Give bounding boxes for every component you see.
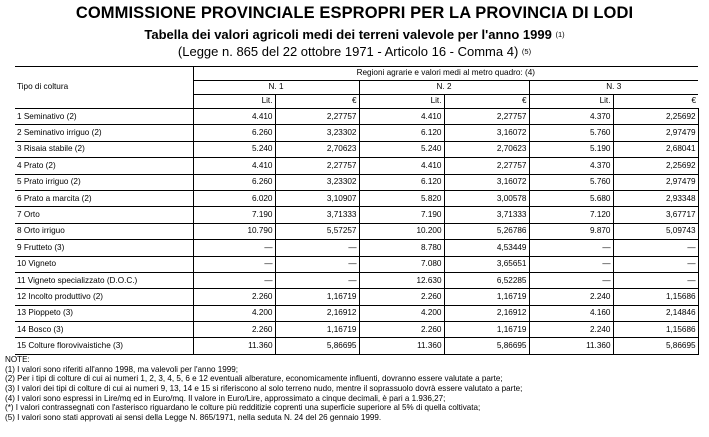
column-header-tipo: Tipo di coltura (17, 82, 69, 92)
value-eur: 5,26786 (444, 223, 529, 239)
table-row (15, 109, 698, 125)
table-row (15, 338, 698, 354)
value-lit: — (193, 256, 275, 272)
region-header-1: N. 1 (193, 81, 359, 95)
note-line: (*) I valori contrassegnati con l'asterisco riguardano le colture più redditizie coprenti una superficie superiore al 5% di quella coltivata; (5, 403, 481, 413)
value-eur: 3,00578 (444, 190, 529, 206)
table-row (15, 223, 698, 239)
value-eur: 1,16719 (444, 322, 529, 338)
table-row (15, 322, 698, 338)
row-label: 8 Orto irriguo (15, 223, 193, 239)
row-label: 7 Orto (15, 207, 193, 223)
value-eur: — (613, 256, 698, 272)
agricultural-values-table (15, 66, 699, 355)
header-blank (15, 67, 193, 81)
table-row (15, 158, 698, 174)
region-header-3: N. 3 (529, 81, 698, 95)
value-eur: 2,27757 (444, 109, 529, 125)
note-line: (4) I valori sono espressi in Lire/mq ed in Euro/mq. Il valore in Euro/Lire, approssimato a cinque decimali, è pari a 1.936,27; (5, 393, 446, 403)
value-eur: 2,93348 (613, 190, 698, 206)
row-label: 11 Vigneto specializzato (D.O.C.) (15, 272, 193, 288)
value-eur: 5,86695 (275, 338, 359, 354)
value-eur: 3,23302 (275, 125, 359, 141)
table-header-row (15, 95, 698, 109)
value-lit: 7.120 (529, 207, 613, 223)
value-lit: 4.410 (359, 109, 444, 125)
region-header-2: N. 2 (359, 81, 529, 95)
value-eur: 2,97479 (613, 174, 698, 190)
value-eur: 2,16912 (275, 305, 359, 321)
value-lit: 9.870 (529, 223, 613, 239)
value-eur: 5,09743 (613, 223, 698, 239)
table-row (15, 305, 698, 321)
value-lit: 5.240 (359, 141, 444, 157)
table-row (15, 190, 698, 206)
value-lit: 8.780 (359, 240, 444, 256)
value-eur: 4,53449 (444, 240, 529, 256)
value-eur: 2,25692 (613, 109, 698, 125)
value-lit: 4.200 (193, 305, 275, 321)
unit-eur-header: € (613, 95, 698, 109)
value-eur: 5,86695 (444, 338, 529, 354)
value-eur: 2,27757 (275, 158, 359, 174)
value-eur: 2,70623 (444, 141, 529, 157)
document-subtitle (0, 27, 709, 42)
value-lit: 5.820 (359, 190, 444, 206)
unit-lit-header: Lit. (529, 95, 613, 109)
value-eur: 1,16719 (275, 322, 359, 338)
subtitle-footnote-ref: (1) (555, 30, 565, 39)
row-label: 14 Bosco (3) (15, 322, 193, 338)
subtitle-text: Tabella dei valori agricoli medi dei terreni valevole per l'anno 1999 (144, 27, 552, 42)
notes-heading: NOTE: (5, 355, 30, 364)
value-lit: — (193, 272, 275, 288)
value-eur: 5,86695 (613, 338, 698, 354)
row-label: 1 Seminativo (2) (15, 109, 193, 125)
value-lit: 4.370 (529, 109, 613, 125)
row-label: 3 Risaia stabile (2) (15, 141, 193, 157)
note-line: (2) Per i tipi di colture di cui ai numeri 1, 2, 3, 4, 5, 6 e 12 eventuali alberature, economicamente influenti, dovranno essere valutate a parte; (5, 374, 503, 384)
value-eur: 2,27757 (444, 158, 529, 174)
value-lit: — (529, 272, 613, 288)
value-eur: — (613, 240, 698, 256)
value-eur: 2,68041 (613, 141, 698, 157)
value-eur: 3,10907 (275, 190, 359, 206)
table-row (15, 272, 698, 288)
row-label: 9 Frutteto (3) (15, 240, 193, 256)
value-lit: 2.240 (529, 289, 613, 305)
value-lit: 11.360 (359, 338, 444, 354)
law-reference-footnote-ref: (5) (521, 47, 532, 56)
value-lit: — (193, 240, 275, 256)
table-row (15, 174, 698, 190)
value-lit: 6.120 (359, 125, 444, 141)
value-lit: — (529, 256, 613, 272)
note-line: (3) I valori dei tipi di colture di cui ai numeri 9, 13, 14 e 15 si riferiscono al solo terreno nudo, mentre il soprassuolo dovrà essere valutato a parte; (5, 384, 523, 394)
note-line: (1) I valori sono riferiti all'anno 1998, ma valevoli per l'anno 1999; (5, 364, 238, 374)
row-label: 15 Colture florovivaistiche (3) (15, 338, 193, 354)
row-label: 2 Seminativo irriguo (2) (15, 125, 193, 141)
table-header-row (15, 81, 698, 95)
value-lit: 11.360 (529, 338, 613, 354)
value-lit: 6.120 (359, 174, 444, 190)
row-label: 10 Vigneto (15, 256, 193, 272)
note-line: (5) I valori sono stati approvati ai sensi della Legge N. 865/1971, nella seduta N. 24 del 26 gennaio 1999. (5, 413, 382, 423)
value-eur: 1,16719 (275, 289, 359, 305)
value-lit: 7.190 (193, 207, 275, 223)
value-lit: 4.410 (193, 109, 275, 125)
table-row (15, 141, 698, 157)
value-lit: 2.240 (529, 322, 613, 338)
notes-section (5, 355, 522, 423)
value-lit: 10.200 (359, 223, 444, 239)
document-title: COMMISSIONE PROVINCIALE ESPROPRI PER LA PROVINCIA DI LODI (75, 4, 634, 22)
table-row (15, 289, 698, 305)
value-eur: 3,23302 (275, 174, 359, 190)
row-label: 12 Incolto produttivo (2) (15, 289, 193, 305)
value-eur: 2,16912 (444, 305, 529, 321)
value-lit: 6.260 (193, 125, 275, 141)
row-label: 13 Pioppeto (3) (15, 305, 193, 321)
value-lit: 4.370 (529, 158, 613, 174)
value-lit: 10.790 (193, 223, 275, 239)
value-lit: 4.200 (359, 305, 444, 321)
table-row (15, 125, 698, 141)
value-eur: 6,52285 (444, 272, 529, 288)
value-eur: 1,15686 (613, 289, 698, 305)
unit-lit-header: Lit. (193, 95, 275, 109)
value-eur: 3,71333 (275, 207, 359, 223)
value-eur: 2,70623 (275, 141, 359, 157)
table-row (15, 207, 698, 223)
header-blank (15, 95, 193, 109)
unit-lit-header: Lit. (359, 95, 444, 109)
table-row (15, 256, 698, 272)
row-label: 6 Prato a marcita (2) (15, 190, 193, 206)
regions-header: Regioni agrarie e valori medi al metro quadro: (4) (193, 67, 698, 81)
value-lit: — (529, 240, 613, 256)
unit-eur-header: € (444, 95, 529, 109)
law-reference-text: (Legge n. 865 del 22 ottobre 1971 - Articolo 16 - Comma 4) (177, 44, 519, 59)
unit-eur-header: € (275, 95, 359, 109)
value-lit: 2.260 (359, 289, 444, 305)
value-eur: — (275, 240, 359, 256)
value-lit: 6.020 (193, 190, 275, 206)
row-label: 5 Prato irriguo (2) (15, 174, 193, 190)
value-eur: 3,16072 (444, 174, 529, 190)
value-lit: 7.190 (359, 207, 444, 223)
value-lit: 4.410 (359, 158, 444, 174)
value-eur: 2,14846 (613, 305, 698, 321)
value-eur: — (613, 272, 698, 288)
value-lit: 2.260 (359, 322, 444, 338)
table-header-row (15, 67, 698, 81)
value-eur: 1,16719 (444, 289, 529, 305)
value-lit: 6.260 (193, 174, 275, 190)
law-reference (0, 44, 709, 59)
row-label: 4 Prato (2) (15, 158, 193, 174)
value-eur: 3,16072 (444, 125, 529, 141)
value-lit: 5.240 (193, 141, 275, 157)
table-row (15, 240, 698, 256)
value-eur: 2,97479 (613, 125, 698, 141)
value-eur: — (275, 256, 359, 272)
value-lit: 7.080 (359, 256, 444, 272)
value-lit: 5.680 (529, 190, 613, 206)
value-eur: 1,15686 (613, 322, 698, 338)
value-lit: 11.360 (193, 338, 275, 354)
value-eur: 2,25692 (613, 158, 698, 174)
value-eur: 3,67717 (613, 207, 698, 223)
value-lit: 12.630 (359, 272, 444, 288)
value-eur: — (275, 272, 359, 288)
value-eur: 3,65651 (444, 256, 529, 272)
value-lit: 5.190 (529, 141, 613, 157)
value-eur: 2,27757 (275, 109, 359, 125)
value-lit: 4.160 (529, 305, 613, 321)
value-lit: 5.760 (529, 125, 613, 141)
value-lit: 2.260 (193, 322, 275, 338)
value-eur: 5,57257 (275, 223, 359, 239)
value-lit: 2.260 (193, 289, 275, 305)
value-lit: 4.410 (193, 158, 275, 174)
value-eur: 3,71333 (444, 207, 529, 223)
value-lit: 5.760 (529, 174, 613, 190)
